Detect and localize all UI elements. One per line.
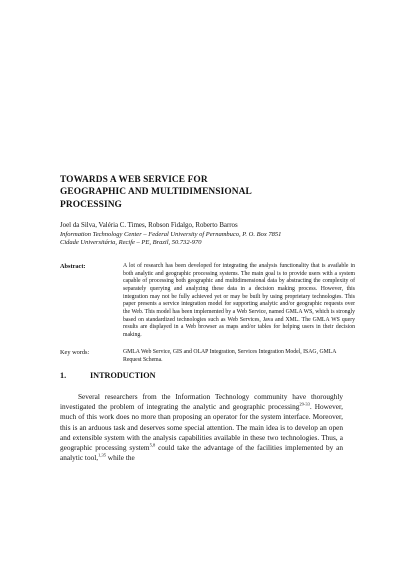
title-line: PROCESSING [60, 199, 122, 210]
citation: 29-33 [299, 401, 310, 407]
section-heading [60, 371, 360, 381]
text-run: Several researchers from the Information Technology community have thoroughly investigated the problem of integrating the analytic and geographic processing [60, 392, 343, 412]
introduction-body [60, 392, 343, 463]
title-line: GEOGRAPHIC AND MULTIDIMENSIONAL [60, 187, 252, 198]
text-run: could take the advantage of the facilities implemented by an analytic tool, [60, 443, 343, 463]
affiliation-line: Cidade Universitária, Recife – PE, Brazil, 50.732-970 [60, 239, 202, 247]
paper-title [60, 174, 360, 211]
body-paragraph [60, 392, 343, 463]
section-title: INTRODUCTION [90, 371, 156, 380]
text-run: . However, much of this work does no more than proposing an operator for the system interface. Moreover, this is an arduous task and deserves some special attention. The main idea is to develop an open and extensible system with the analysis capabilities available in these two technologies. Thus, a geographic processing system [60, 402, 343, 453]
abstract-label: Abstract: [60, 263, 86, 270]
author-names: Joel da Silva, Valéria C. Times, Robson Fidalgo, Roberto Barros [60, 222, 238, 229]
citation: 1,35 [98, 452, 106, 458]
author-block [60, 222, 360, 248]
text-run: while the [105, 453, 135, 463]
keywords-text: GMLA Web Service, GIS and OLAP Integration, Services Integration Model, ISAG, GMLA Request Schema. [123, 349, 337, 363]
keywords-label: Key words: [60, 349, 90, 356]
abstract-text: A lot of research has been developed for integrating the analysis functionality that is available in both analytic and geographic processing systems. The main goal is to provide users with a system capable of processing both geographic and multidimensional data by abstracting the complexity of separately querying and analyzing these data in a decision making process. However, this integration may not be fully achieved yet or may be built by using proprietary technologies. This paper presents a service integration model for supporting analytic and/or geographic requests over the Web. This model has been implemented by a Web Service, named GMLA WS, which is strongly based on standardized technologies such as Web Services, Java and XML. The GMLA WS query results are displayed in a Web browser as maps and/or tables for helping users in their decision making. [123, 263, 355, 338]
affiliation-line: Information Technology Center – Federal University of Pernambuco, P. O. Box 7851 [60, 230, 282, 238]
section-number: 1. [60, 371, 67, 380]
title-line: TOWARDS A WEB SERVICE FOR [60, 175, 208, 185]
citation: 5,8 [149, 442, 156, 448]
